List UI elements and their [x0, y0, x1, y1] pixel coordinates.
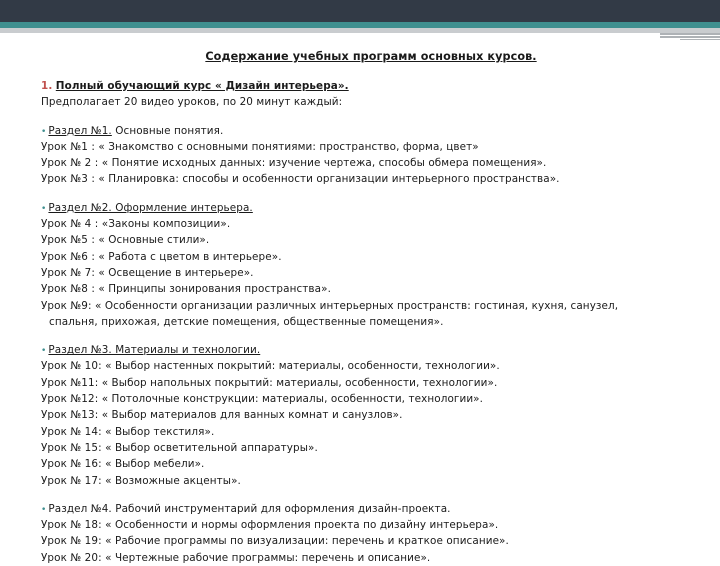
bullet-icon: • — [41, 346, 47, 357]
lesson-item: Урок №12: « Потолочные конструкции: материалы, особенности, технологии». — [41, 393, 484, 406]
slide-header-bar — [0, 0, 720, 22]
lesson-item: Урок № 2 : « Понятие исходных данных: изучение чертежа, способы обмера помещения». — [41, 157, 547, 170]
bullet-icon: • — [41, 203, 47, 214]
section-heading — [41, 342, 701, 358]
header-grey-stripe — [0, 28, 720, 33]
lesson-item: Урок № 16: « Выбор мебели». — [41, 458, 205, 471]
lesson-item: Урок №5 : « Основные стили». — [41, 234, 210, 247]
lesson-item-continuation: спальня, прихожая, детские помещения, общественные помещения». — [49, 315, 444, 328]
header-corner-line — [660, 36, 720, 38]
lesson-item: Урок № 10: « Выбор настенных покрытий: материалы, особенности, технологии». — [41, 360, 500, 373]
section-heading — [41, 200, 701, 216]
bullet-icon: • — [41, 126, 47, 137]
course-note: Предполагает 20 видео уроков, по 20 минут каждый: — [41, 96, 343, 109]
section-label: Раздел №3. Материалы и технологии. — [48, 344, 261, 357]
section-label: Раздел №4. Рабочий инструментарий для оформления дизайн-проекта. — [48, 502, 451, 515]
lesson-item: Урок № 7: « Освещение в интерьере». — [41, 266, 254, 279]
section-heading — [41, 123, 701, 139]
lesson-item: Урок № 4 : «Законы композиции». — [41, 218, 231, 231]
section-title: Основные понятия. — [111, 124, 224, 137]
course-number: 1. — [41, 80, 53, 92]
header-corner-line — [660, 33, 720, 35]
lesson-item: Урок №8 : « Принципы зонирования пространства». — [41, 283, 331, 296]
slide-content — [41, 48, 701, 566]
section-label: Раздел №1. — [48, 124, 112, 137]
lesson-item: Урок №11: « Выбор напольных покрытий: материалы, особенности, технологии». — [41, 376, 498, 389]
bullet-icon: • — [41, 504, 47, 515]
lesson-item: Урок № 14: « Выбор текстиля». — [41, 425, 215, 438]
lesson-item: Урок №13: « Выбор материалов для ванных комнат и санузлов». — [41, 409, 403, 422]
header-corner-line — [680, 39, 720, 40]
lesson-item: Урок № 20: « Чертежные рабочие программы: перечень и описание». — [41, 551, 431, 564]
lesson-item: Урок №1 : « Знакомство с основными понятиями: пространство, форма, цвет» — [41, 140, 479, 153]
course-name: Полный обучающий курс « Дизайн интерьера». — [55, 80, 349, 92]
page-title: Содержание учебных программ основных курсов. — [205, 50, 537, 63]
lesson-item: Урок № 15: « Выбор осветительной аппаратуры». — [41, 441, 318, 454]
lesson-item: Урок № 19: « Рабочие программы по визуализации: перечень и краткое описание». — [41, 535, 509, 548]
section-heading — [41, 501, 701, 517]
lesson-item: Урок №3 : « Планировка: способы и особенности организации интерьерного пространства». — [41, 173, 560, 186]
section-label: Раздел №2. Оформление интерьера. — [48, 201, 253, 214]
lesson-item: Урок №6 : « Работа с цветом в интерьере». — [41, 250, 282, 263]
lesson-item: Урок № 17: « Возможные акценты». — [41, 474, 241, 487]
lesson-item: Урок №9: « Особенности организации различных интерьерных пространств: гостиная, кухня, санузел, — [41, 299, 619, 312]
lesson-item: Урок № 18: « Особенности и нормы оформления проекта по дизайну интерьера». — [41, 519, 499, 532]
course-heading — [41, 78, 701, 94]
